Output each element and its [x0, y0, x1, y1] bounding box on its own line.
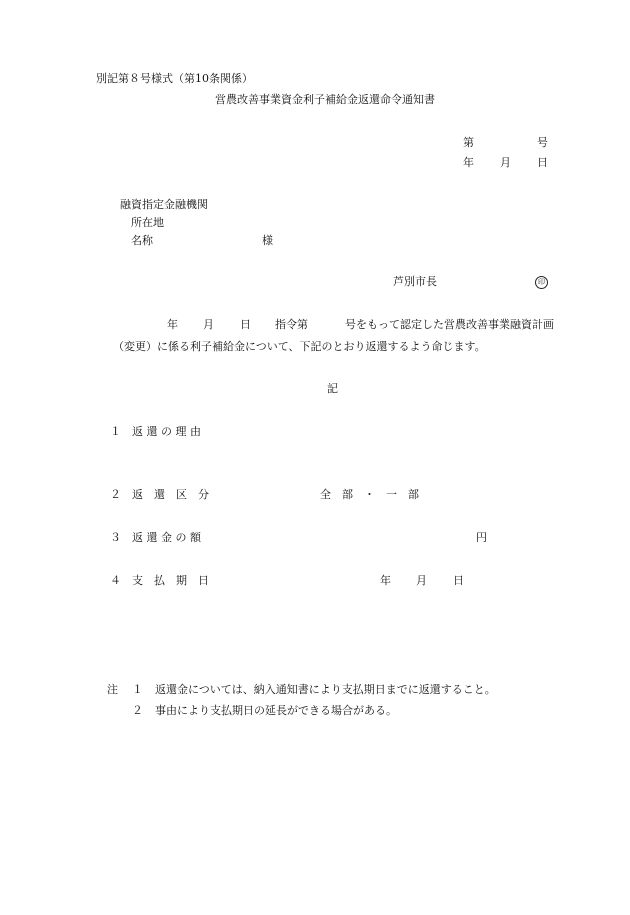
item-2-value: 全 部 ・ 一 部: [320, 488, 419, 501]
date-year: 年: [463, 156, 474, 169]
item-4-label: 支 払 期 日: [132, 574, 209, 587]
addressee-address-label: 所在地: [131, 216, 164, 229]
body-month: 月: [203, 318, 214, 331]
body-directive: 指令第: [275, 318, 308, 331]
item-3-unit: 円: [476, 531, 487, 544]
note-1-number: １: [132, 683, 143, 696]
item-3-number: ３: [110, 531, 121, 544]
body-year: 年: [167, 318, 178, 331]
ki-heading: 記: [327, 382, 338, 395]
document-title: 営農改善事業資金利子補給金返還命令通知書: [215, 93, 435, 106]
note-1-text: 返還金については、納入通知書により支払期日までに返還すること。: [155, 683, 496, 696]
note-2-number: ２: [132, 704, 143, 717]
addressee-name-label: 名称: [131, 234, 153, 247]
date-day: 日: [537, 156, 548, 169]
addressee-honorific: 様: [262, 234, 273, 247]
addressee-heading: 融資指定金融機関: [120, 198, 208, 211]
item-2-label: 返 還 区 分: [132, 488, 209, 501]
notes-label: 注: [107, 683, 118, 696]
body-day: 日: [240, 318, 251, 331]
item-1-number: １: [110, 425, 121, 438]
number-prefix: 第: [463, 136, 474, 149]
item-4-number: ４: [110, 574, 121, 587]
seal-mark: 印: [535, 276, 548, 289]
item-1-label: 返 還 の 理 由: [132, 425, 201, 438]
body-line2: （変更）に係る利子補給金について、下記のとおり返還するよう命じます。: [113, 340, 486, 353]
body-line1-rest: 号をもって認定した営農改善事業融資計画: [345, 318, 554, 331]
item-4-month: 月: [416, 574, 427, 587]
item-4-year: 年: [380, 574, 391, 587]
item-3-label: 返 還 金 の 額: [132, 531, 201, 544]
note-2-text: 事由により支払期日の延長ができる場合がある。: [155, 704, 397, 717]
item-2-number: ２: [110, 488, 121, 501]
number-suffix: 号: [537, 136, 548, 149]
form-reference: 別記第８号様式（第10条関係）: [96, 72, 253, 85]
date-month: 月: [500, 156, 511, 169]
issuer-title: 芦別市長: [393, 275, 437, 288]
item-4-day: 日: [453, 574, 464, 587]
